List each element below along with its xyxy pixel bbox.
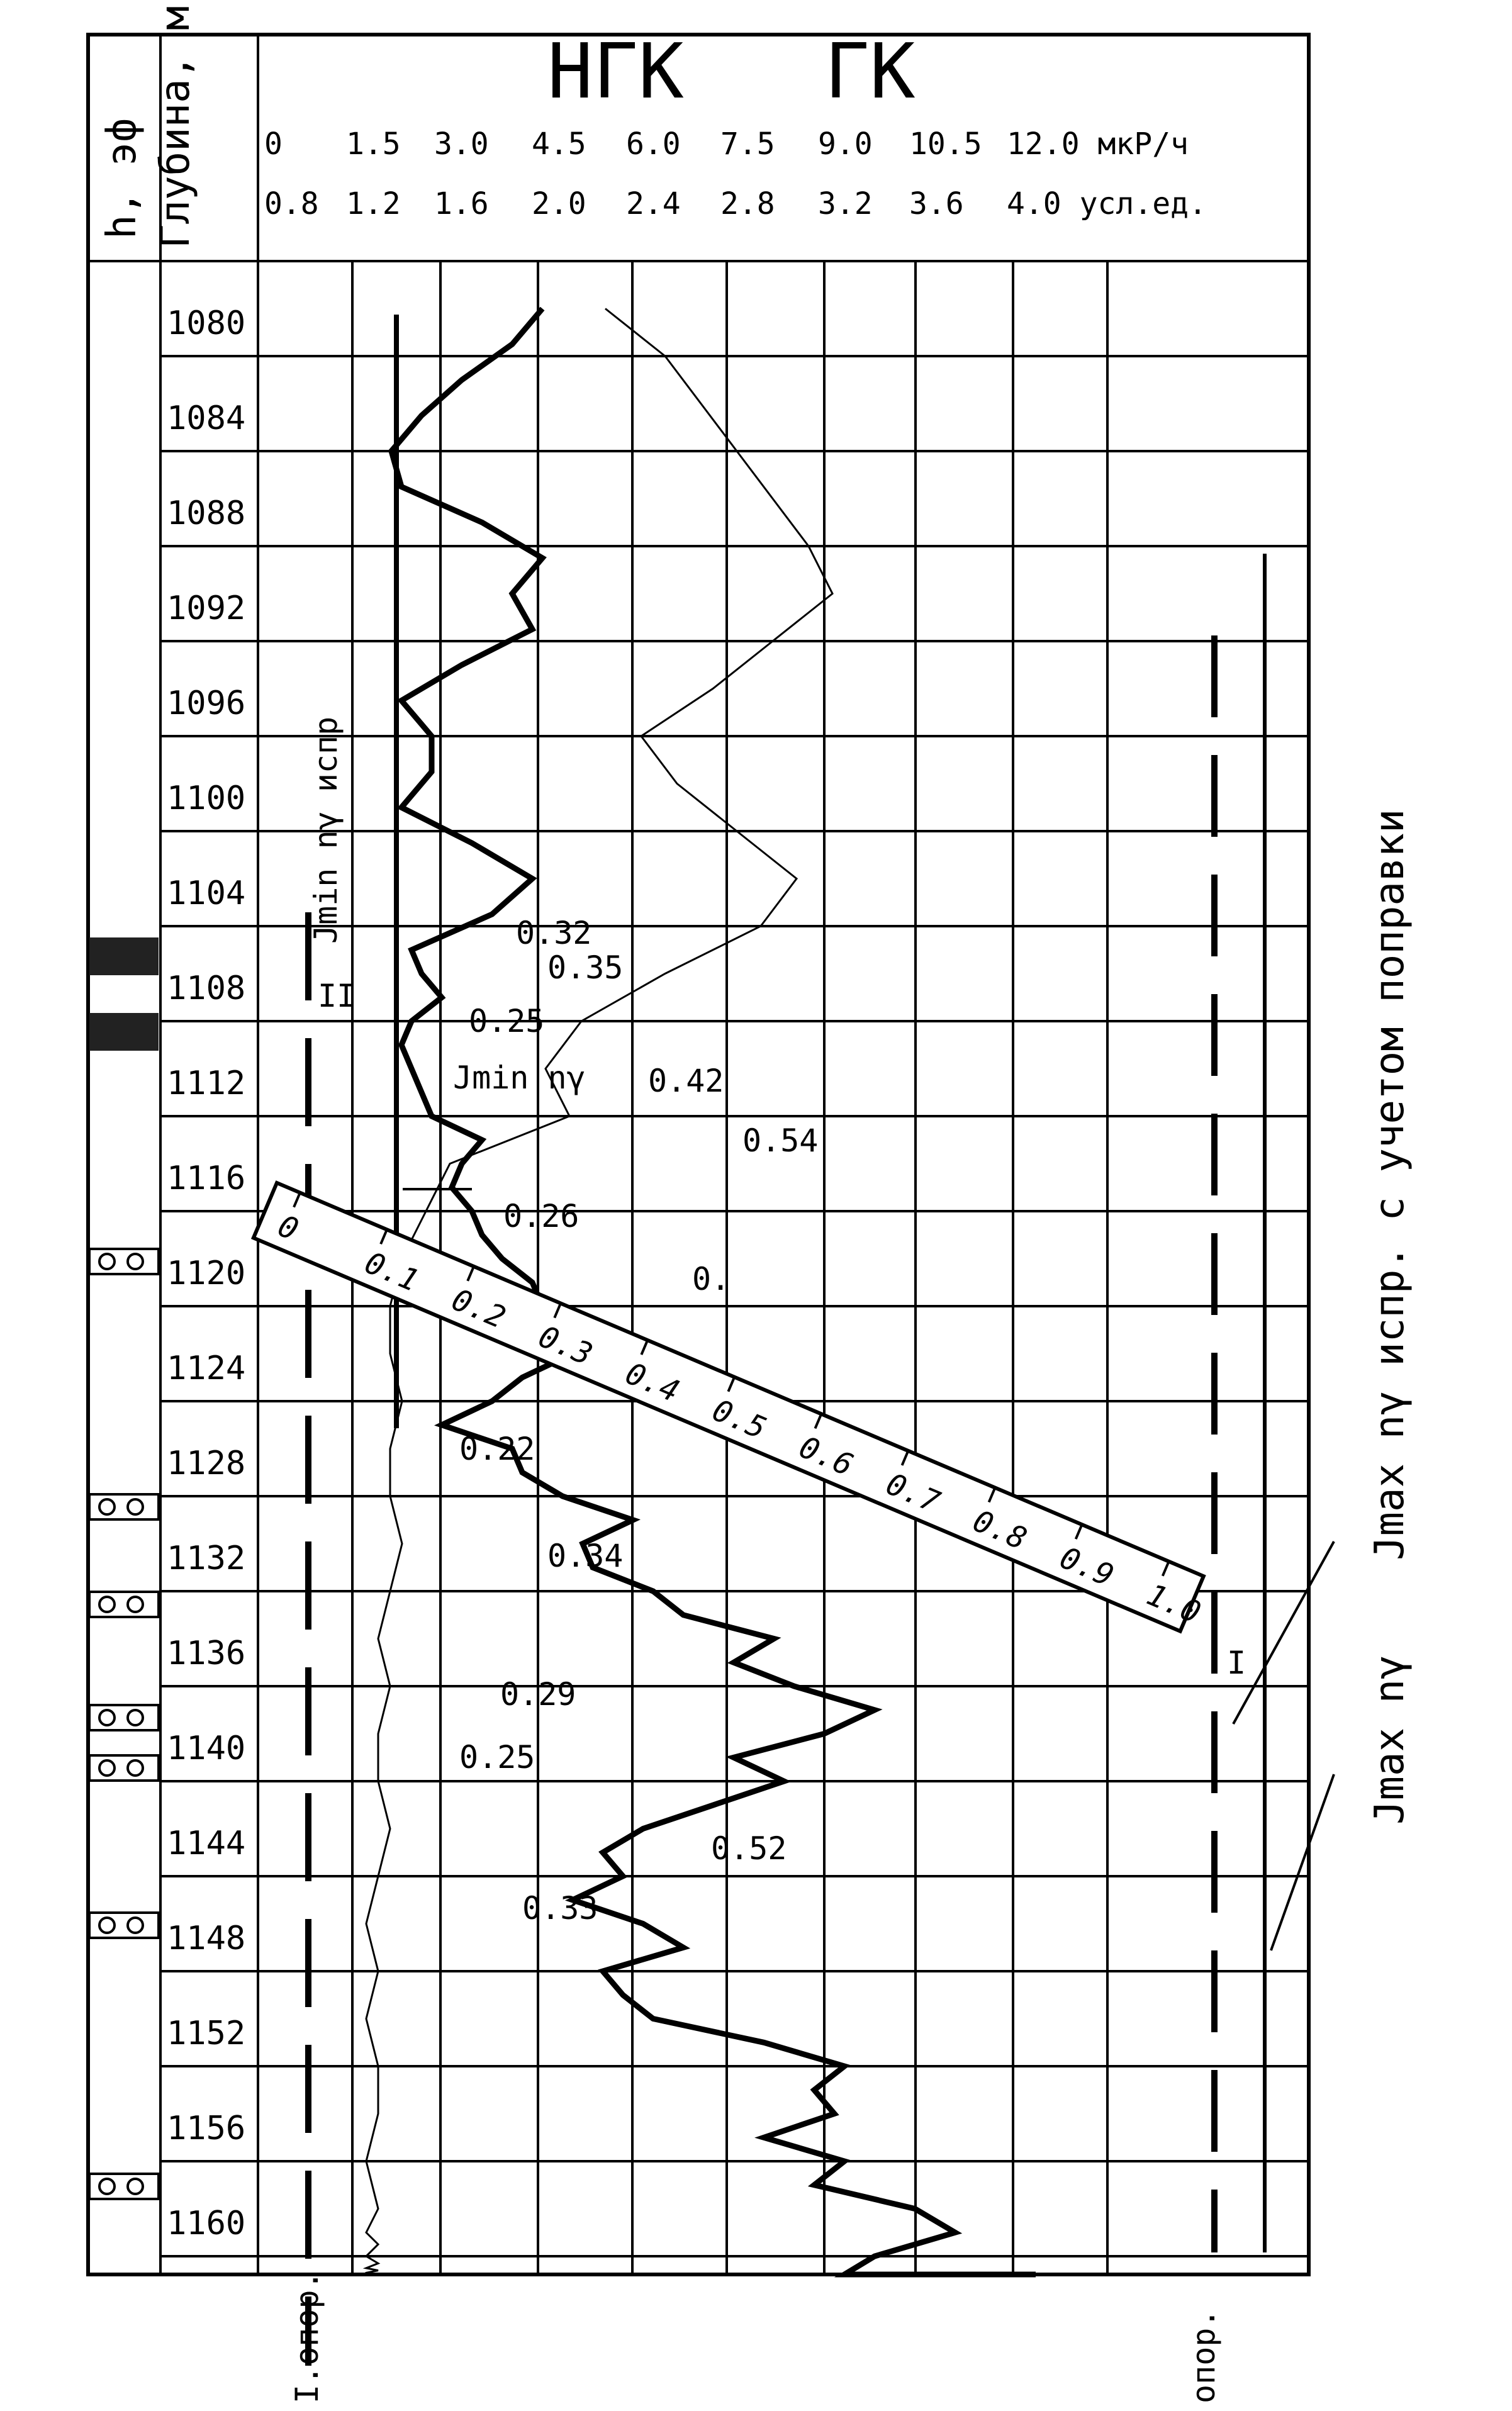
ruler-tick-label: 0.4 [620, 1355, 685, 1410]
ruler-tick-label: 0 [272, 1208, 304, 1248]
label-opor-left: I.опор. [289, 2271, 325, 2403]
annotation-0-42: 0.42 [648, 1063, 724, 1099]
annotation-0: 0. [692, 1261, 731, 1297]
depth-label: 1144 [167, 1825, 246, 1862]
oo-mark-3 [89, 1592, 159, 1617]
depth-label: 1104 [167, 875, 246, 912]
scale-top-label: 0 [264, 126, 283, 162]
depth-label: 1108 [167, 970, 246, 1007]
title-gk: ГК [824, 28, 916, 116]
scale-top-label: 7.5 [720, 126, 775, 162]
scale-top-label: 9.0 [818, 126, 873, 162]
scale-top-label: 1.5 [346, 126, 401, 162]
annotation-0-25a: 0.25 [469, 1003, 545, 1039]
depth-labels [167, 305, 245, 2242]
annotation-0-52: 0.52 [711, 1830, 787, 1867]
ruler-tick-label: 0.1 [359, 1245, 424, 1299]
depth-label: 1124 [167, 1350, 246, 1387]
title-ngk: НГК [547, 28, 684, 116]
header-h-ef: h, эф [99, 118, 145, 239]
horizontal-grid [160, 356, 1309, 2256]
scale-bottom [264, 186, 1207, 221]
annotation-0-29: 0.29 [500, 1676, 576, 1713]
scale-top-label: 3.0 [434, 126, 489, 162]
scale-bottom-label: 2.4 [626, 186, 681, 221]
ruler-tick-label: 0.5 [707, 1392, 771, 1446]
depth-label: 1120 [167, 1255, 246, 1292]
header-depth: Глубина, м [152, 6, 199, 249]
sheet-frame [88, 35, 1309, 2274]
annotation-0-54: 0.54 [742, 1122, 819, 1159]
depth-label: 1100 [167, 780, 246, 817]
annotation-0-35: 0.35 [547, 949, 624, 986]
annotation-0-32: 0.32 [516, 915, 592, 951]
depth-label: 1152 [167, 2015, 246, 2052]
depth-label: 1112 [167, 1065, 246, 1102]
annotation-0-22: 0.22 [459, 1431, 535, 1467]
oo-mark-6 [89, 1913, 159, 1938]
scale-top-label: 4.5 [532, 126, 586, 162]
depth-label: 1156 [167, 2110, 246, 2147]
label-jmin: Jmin nγ [453, 1060, 586, 1096]
oo-mark-2 [89, 1494, 159, 1519]
oo-mark-1 [89, 1249, 159, 1274]
depth-label: 1132 [167, 1540, 246, 1577]
black-band-2 [89, 1013, 159, 1051]
annotation-0-25b: 0.25 [459, 1739, 535, 1776]
ruler-tick-label: 0.7 [881, 1466, 945, 1520]
scale-bottom-label: 4.0 усл.ед. [1007, 186, 1207, 221]
scale-top-label: 6.0 [626, 126, 681, 162]
scale-bottom-label: 3.2 [818, 186, 873, 221]
depth-label: 1148 [167, 1920, 246, 1957]
oo-mark-7 [89, 2174, 159, 2199]
depth-label: 1080 [167, 305, 246, 342]
ruler-tick-label: 0.9 [1055, 1540, 1119, 1594]
arrow-jmax-ispr [1233, 1541, 1334, 1724]
label-jmax: Jmax nγ [1367, 1655, 1413, 1825]
arrow-jmax [1271, 1774, 1334, 1950]
scale-bottom-label: 2.8 [720, 186, 775, 221]
scale-bottom-label: 3.6 [909, 186, 964, 221]
scale-bottom-label: 2.0 [532, 186, 586, 221]
depth-label: 1092 [167, 590, 246, 627]
depth-label: 1140 [167, 1730, 246, 1767]
scale-bottom-label: 1.2 [346, 186, 401, 221]
mark-I: I [1227, 1645, 1246, 1681]
label-jmax-ispr: Jmax nγ испр. с учетом поправки [1367, 808, 1413, 1560]
ruler-tick-label: 0.6 [794, 1429, 858, 1484]
scale-bottom-label: 1.6 [434, 186, 489, 221]
oo-mark-5 [89, 1755, 159, 1781]
annotation-0-34: 0.34 [547, 1538, 624, 1574]
depth-label: 1096 [167, 685, 246, 722]
scale-top-label: 10.5 [909, 126, 982, 162]
oo-mark-4 [89, 1705, 159, 1730]
ruler-tick-label: 0.2 [446, 1282, 511, 1336]
scale-top-label: 12.0 мкР/ч [1007, 126, 1189, 162]
depth-label: 1116 [167, 1160, 246, 1197]
ruler-tick-label: 1.0 [1141, 1577, 1206, 1631]
scale-top [264, 126, 1189, 162]
label-jmin-ispr: Jmin nγ испр [308, 716, 344, 944]
mark-II: II [318, 978, 356, 1014]
ruler-tick-label: 0.3 [533, 1319, 598, 1373]
black-band-1 [89, 937, 159, 975]
label-opor-right: опор. [1185, 2308, 1222, 2403]
depth-label: 1136 [167, 1635, 246, 1672]
annotation-0-26: 0.26 [503, 1198, 580, 1234]
depth-label: 1160 [167, 2205, 246, 2242]
depth-label: 1088 [167, 495, 246, 532]
depth-label: 1128 [167, 1445, 246, 1482]
h-ef-marks [89, 937, 159, 2199]
annotation-0-33: 0.33 [522, 1890, 598, 1927]
ruler-tick-label: 0.8 [968, 1503, 1032, 1557]
depth-label: 1084 [167, 400, 246, 437]
scale-bottom-label: 0.8 [264, 186, 319, 221]
